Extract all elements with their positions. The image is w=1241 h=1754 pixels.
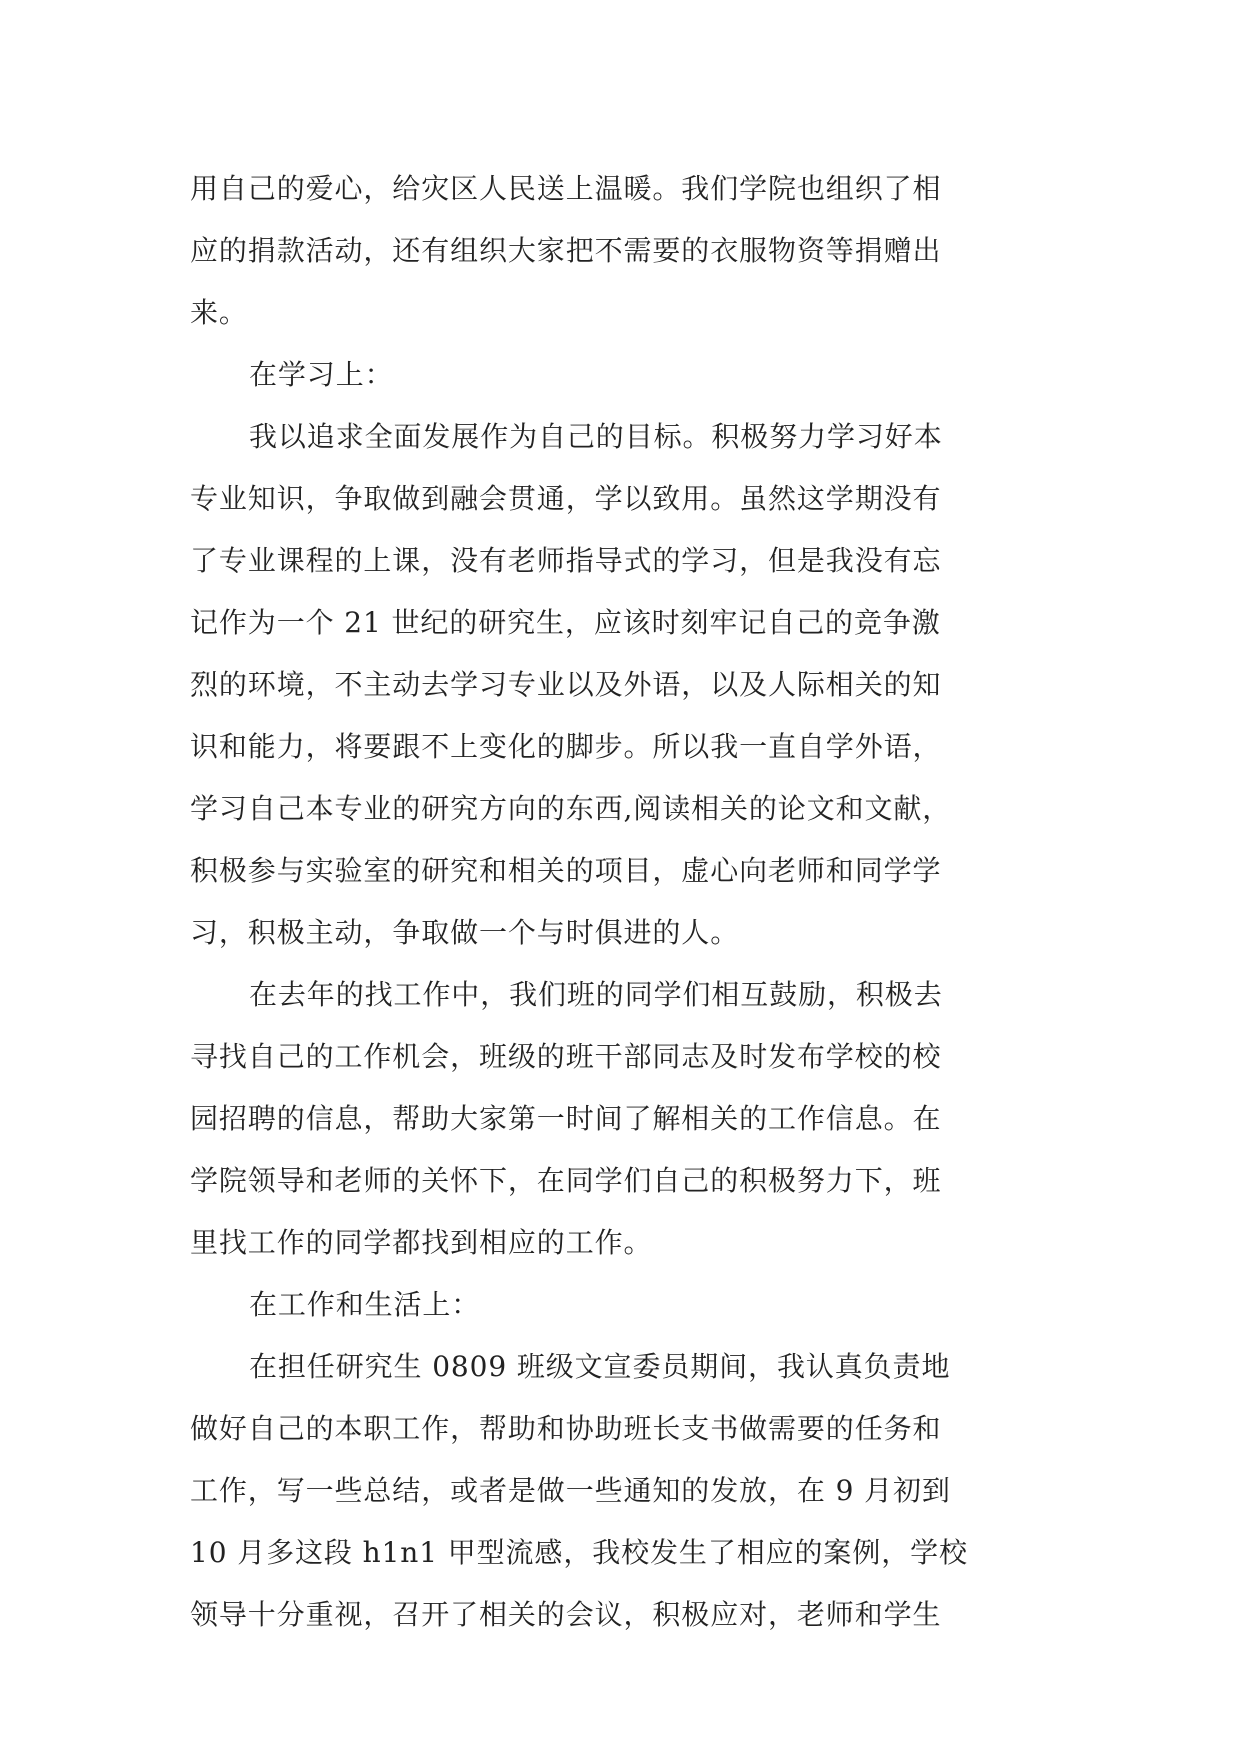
text-line: 做好自己的本职工作，帮助和协助班长支书做需要的任务和 — [190, 1412, 942, 1445]
text-line: 记作为一个 21 世纪的研究生，应该时刻牢记自己的竞争激 — [190, 606, 941, 639]
text-line: 学院领导和老师的关怀下，在同学们自己的积极努力下，班 — [190, 1164, 942, 1197]
section-heading-work-life: 在工作和生活上： — [249, 1288, 481, 1321]
text-line: 积极参与实验室的研究和相关的项目，虚心向老师和同学学 — [190, 854, 942, 887]
text-line: 专业知识，争取做到融会贯通，学以致用。虽然这学期没有 — [190, 482, 942, 515]
text-line: 来。 — [190, 296, 248, 329]
text-line: 用自己的爱心，给灾区人民送上温暖。我们学院也组织了相 — [190, 172, 942, 205]
section-heading-study: 在学习上： — [249, 358, 394, 391]
text-line: 10 月多这段 h1n1 甲型流感，我校发生了相应的案例，学校 — [190, 1536, 968, 1569]
text-line: 应的捐款活动，还有组织大家把不需要的衣服物资等捐赠出 — [190, 234, 942, 267]
text-line: 工作，写一些总结，或者是做一些通知的发放，在 9 月初到 — [190, 1474, 951, 1507]
text-line: 学习自己本专业的研究方向的东西,阅读相关的论文和文献， — [190, 792, 952, 825]
text-line: 领导十分重视，召开了相关的会议，积极应对，老师和学生 — [190, 1598, 942, 1631]
text-line: 识和能力，将要跟不上变化的脚步。所以我一直自学外语， — [190, 730, 942, 763]
text-line: 了专业课程的上课，没有老师指导式的学习，但是我没有忘 — [190, 544, 942, 577]
text-line: 里找工作的同学都找到相应的工作。 — [190, 1226, 653, 1259]
text-line: 在担任研究生 0809 班级文宣委员期间，我认真负责地 — [249, 1350, 951, 1383]
text-line: 在去年的找工作中，我们班的同学们相互鼓励，积极去 — [249, 978, 943, 1011]
text-line: 园招聘的信息，帮助大家第一时间了解相关的工作信息。在 — [190, 1102, 942, 1135]
text-line: 烈的环境，不主动去学习专业以及外语，以及人际相关的知 — [190, 668, 942, 701]
text-line: 习，积极主动，争取做一个与时俱进的人。 — [190, 916, 740, 949]
text-line: 我以追求全面发展作为自己的目标。积极努力学习好本 — [249, 420, 943, 453]
text-line: 寻找自己的工作机会，班级的班干部同志及时发布学校的校 — [190, 1040, 942, 1073]
